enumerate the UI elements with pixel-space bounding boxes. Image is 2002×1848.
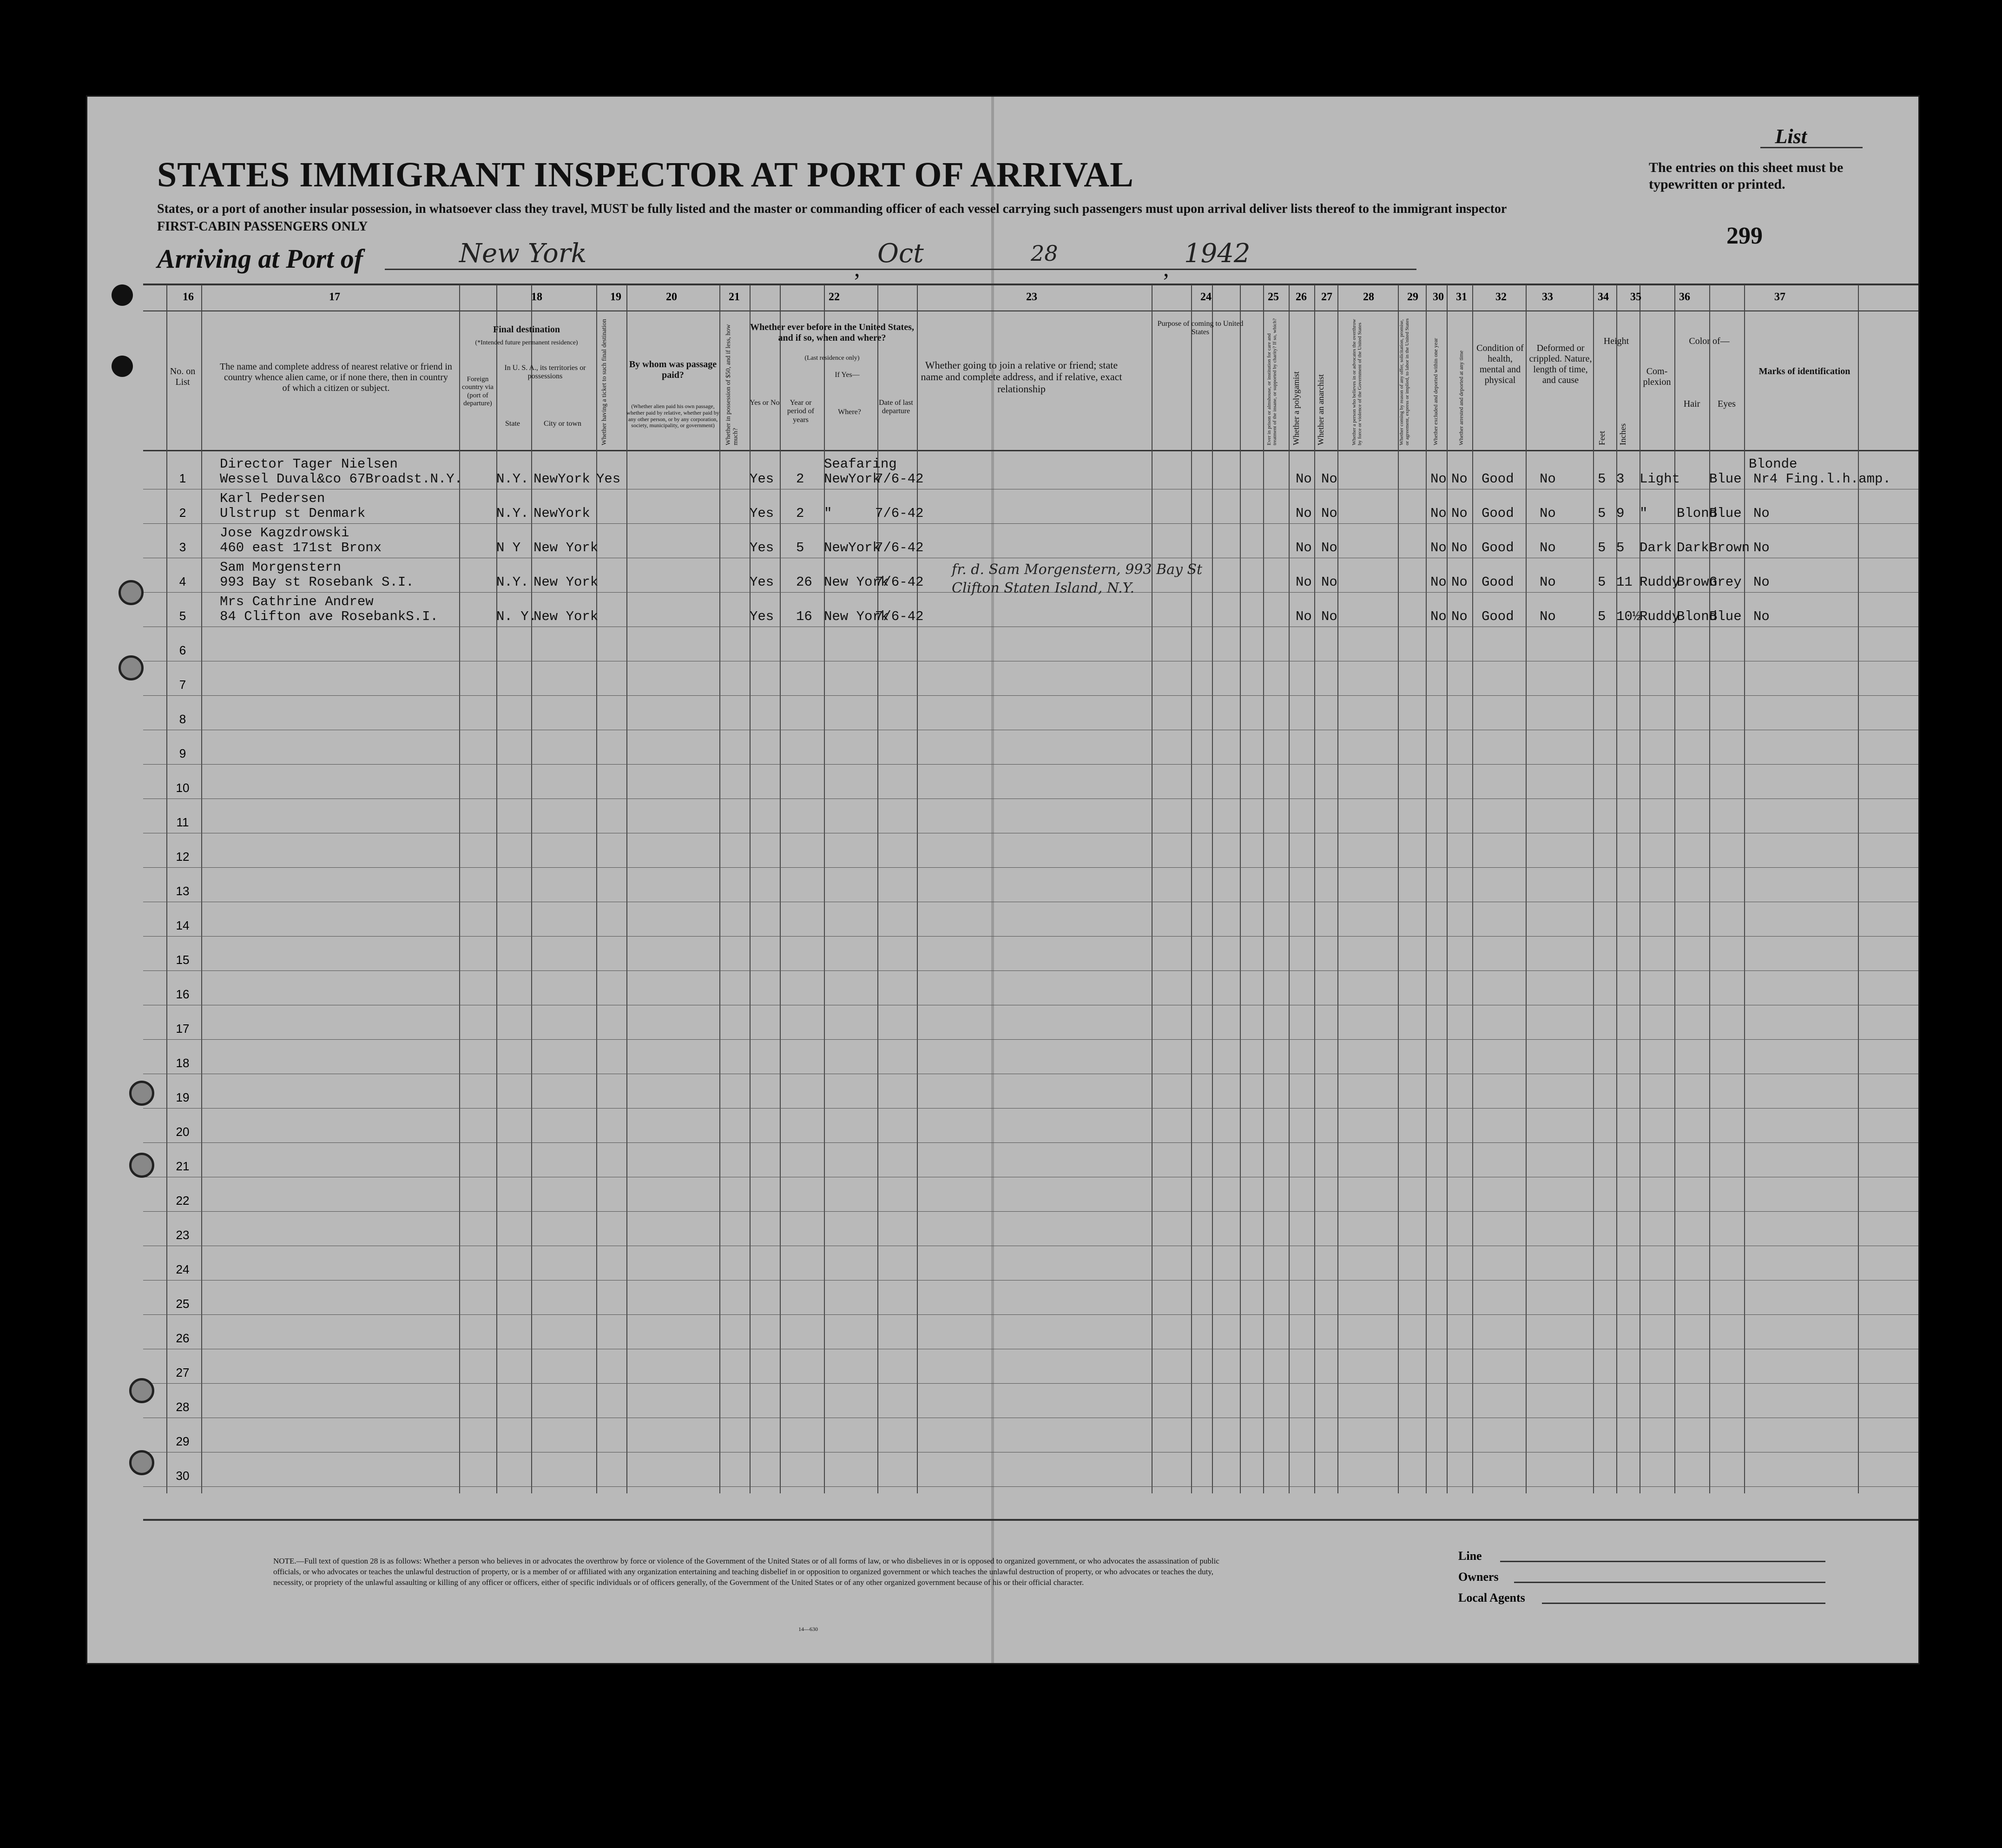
column-rule [1263,285,1264,1493]
header-state: State [505,420,520,428]
cell-hair: Blond [1677,506,1718,521]
cell-poly: No [1296,574,1312,590]
row-number: 15 [176,953,190,967]
column-rule [750,285,751,1493]
cell-anar: No [1321,574,1337,590]
cell-date: 7/6-42 [875,506,924,521]
col-33: 33 [1542,291,1553,303]
cell-state: N.Y. [496,506,529,521]
row-number: 25 [176,1297,190,1311]
header-if-yes: If Yes— [835,371,860,379]
row-number: 12 [176,850,190,864]
header-ticket: Whether having a ticket to such final destination [601,319,608,445]
cell-feet: 5 [1598,471,1606,487]
cell-anar: No [1321,506,1337,521]
header-excluded: Whether excluded and deported within one year [1432,338,1439,445]
manifest-sheet: STATES IMMIGRANT INSPECTOR AT PORT OF ARRIVAL States, or a port of another insular possession, in whatsoever class they travel, MUST be fully listed and the master or commanding officer of each vessel carrying such passengers must upon arrival deliver lists thereof to the immigrant inspector FIRST-CABIN PASSENGERS ONLY Arriving at Port of New York , Oct 28 , 1942 List The entries on this sheet must be typewritten or printed. 299 16 17 18 19 20 21 22 23 24 25 26 27 28 29 30 31 32 33 34 35 36 37 No. on List The name and complete address of nearest relative or friend in country whence alien came, or if none there, then in country of which a citizen or subject. Final destination (*Intended future permanent residence) Foreign country via (port of departure) In U. S. A., its territories or possessions State City or town Whether having a ticket to such final destination By whom was passage paid? (Whether alien paid his own passage, whether paid by relative, whether paid by any other person, or by any corporation, society, municipality, or government) Whether in possession of $50, and if less, how much? Whether ever before in the United States, and if so, when and where? (Last residence only) If Yes— Yes or No Year or period of years Where? Date of last departure Whether going to join a relative or friend; state name and complete address, and if relative, exact relationship Purpose of coming to United States Ever in prison or almshouse, or institution for care and treatment of the insane, or supported by charity? If so, which? Whether a polygamist Whether an anarchist Whether a person who believes in or advocates the overthrow by force or violence of the Government of the United States Whether coming by reason of any offer, solicitation, promise, or agreement, express or implied, to labor in the United States Whether excluded and deported within one year Whether arrested and deported at any time Condition of health, mental and physical Deformed or crippled. Nature, length of time, and cause Height Feet Inches Com-plexion Color of— Hair Eyes Marks of identification 1 Director Tager Nielsen Wessel Duval&co 67Broadst.N.Y. N.Y. NewYork Yes Yes 2 Seafaring NewYork 7/6-42 No No No No Good No 5 3 Light Blonde Blue Nr4 Fing.l.h.amp. 2 Karl Pedersen Ulstrup st Denmark N.Y. NewYork Yes 2 " 7/6-42 No No No No Good No 5 9 " Blond Blue No 3 Jose Kagzdrowski 460 east 171st Bronx N Y New York Yes 5 NewYork 7/6-42 No No No No Good No 5 5 Dark Dark Brown No 4 Sam Morgenstern 993 Bay st Rosebank S.I. N.Y. New York Yes 26 New York 7/6-42 No No No No Good No 5 11 Ruddy Brown Grey No 5 Mrs Cathrine Andrew 84 Clifton ave RosebankS.I. N. Y. New York Yes 16 New York 7/6-42 No No No No Good No 5 10½ Ruddy Blond Blue No fr. d. Sam Morgenstern, 993 Bay St Clifton Staten Island, N.Y. 6 7 8 9 10 11 12 13 14 15 16 17 18 19 20 21 22 23 24 25 26 27 28 29 30 NOTE.—Full text of question 28 is as follows: Whether a person who believes in or advocates the overthrow by force or violence of the Government of the United States or of all forms of law, or who disbelieves in or is opposed to organized government, or who advocates the assassination of public officials, or who advocates or teaches the unlawful destruction of property, or is a member of or affiliated with any organization entertaining and teaching disbelief in or opposition to organized government or which teaches the unlawful destruction of property, or who advocates or teaches the duty, necessity, or propriety of the unlawful assaulting or killing of any officer or officers, either of specific individuals or of officers generally, of the Government of the United States or of any other organized government because of his or their official character. 14—630 Line Owners Local Agents [86,95,1920,1664]
header-last-residence: (Last residence only) [804,355,860,362]
cell-state: N. Y. [496,609,537,624]
column-rule [1472,285,1473,1493]
arrival-month: Oct [877,238,924,269]
cell-compl: Dark [1640,540,1672,555]
cell-poly: No [1296,471,1312,487]
cell-hair: Brown [1677,574,1718,590]
column-rule [1674,285,1675,1493]
row-number: 24 [176,1262,190,1276]
row-rule [143,1211,1918,1212]
cell-rel2: 460 east 171st Bronx [220,540,382,555]
header-yes-no: Yes or No [750,399,780,407]
cell-eyes: Grey [1709,574,1742,590]
column-rule [1314,285,1315,1493]
header-hair: Hair [1683,399,1700,409]
row-number: 27 [176,1366,190,1379]
header-year-period: Year or period of years [787,399,815,424]
entries-note: The entries on this sheet must be typewritten or printed. [1649,160,1844,192]
row-rule [143,1039,1918,1040]
cell-yesno: Yes [750,609,774,624]
cell-city: NewYork [533,471,590,487]
row-rule [143,1383,1918,1384]
cell-anar: No [1321,609,1337,624]
cell-anar: No [1321,540,1337,555]
cell-arr: No [1451,574,1468,590]
cell-rel1: Sam Morgenstern [220,560,342,575]
cell-excl: No [1430,540,1447,555]
cell-anar: No [1321,471,1337,487]
column-rule [1616,285,1617,1493]
header-condition: Condition of health, mental and physical [1476,343,1524,385]
row-number: 28 [176,1400,190,1414]
cell-rel2: 993 Bay st Rosebank S.I. [220,574,414,590]
cell-years: 2 [796,506,804,521]
cell-ticket: Yes [596,471,621,487]
cell-inch: 9 [1616,506,1625,521]
cell-years: 16 [796,609,812,624]
local-agents-label: Local Agents [1458,1591,1525,1604]
row-number: 14 [176,918,190,932]
header-complexion: Com-plexion [1643,366,1671,387]
cell-where-top: Seafaring [824,456,897,472]
row-number: 1 [179,471,186,485]
row-rule [143,695,1918,696]
row-number: 20 [176,1125,190,1139]
col-27: 27 [1321,291,1332,303]
header-passage-paid: By whom was passage paid? [629,359,717,380]
col-35: 35 [1630,291,1641,303]
column-rule [596,285,597,1493]
col-30: 30 [1433,291,1444,303]
col-18: 18 [531,291,542,303]
row-number: 16 [176,987,190,1001]
row-number: 2 [179,506,186,520]
cell-deform: No [1540,506,1556,521]
cell-feet: 5 [1598,506,1606,521]
port-name: New York [459,238,587,269]
row-rule [143,1314,1918,1315]
col-29: 29 [1407,291,1418,303]
row-number: 9 [179,746,186,760]
header-final-sub: (*Intended future permanent residence) [475,339,578,346]
cell-years: 2 [796,471,804,487]
col-34: 34 [1598,291,1609,303]
header-prison: Ever in prison or almshouse, or institution for care and treatment of the insane, or supported by charity? If so, which? [1266,318,1278,445]
cell-hair: Dark [1677,540,1709,555]
cell-rel1: Jose Kagzdrowski [220,525,349,541]
cell-marks: No [1753,574,1770,590]
row-number: 29 [176,1434,190,1448]
cell-marks: No [1753,609,1770,624]
header-question-29: Whether coming by reason of any offer, solicitation, promise, or agreement, express or implied, to labor in the United States [1399,318,1410,445]
cell-rel1: Mrs Cathrine Andrew [220,594,374,609]
column-rule [1526,285,1527,1493]
arriving-label: Arriving at Port of [157,244,363,274]
cell-rel2: Ulstrup st Denmark [220,506,366,521]
cell-inch: 11 [1616,574,1633,590]
col-28: 28 [1363,291,1374,303]
column-rule [496,285,497,1493]
header-join-relative: Whether going to join a relative or friend; state name and complete address, and if relative, exact relationship [921,359,1122,395]
column-rule [780,285,781,1493]
cell-date: 7/6-42 [875,574,924,590]
header-eyes: Eyes [1718,399,1736,409]
cell-arr: No [1451,540,1468,555]
header-where: Where? [838,408,861,416]
header-relative: The name and complete address of nearest relative or friend in country whence alien came, or if none there, then in country of which a citizen or subject. [220,362,452,393]
col-32: 32 [1495,291,1507,303]
center-fold [991,97,994,1663]
cell-poly: No [1296,540,1312,555]
column-rule [1337,285,1338,1493]
cell-deform: No [1540,540,1556,555]
column-rule [1289,285,1290,1493]
row-number: 18 [176,1056,190,1070]
cell-deform: No [1540,471,1556,487]
page-subtitle: States, or a port of another insular possession, in whatsoever class they travel, MUST be fully listed and the master or commanding officer of each vessel carrying such passengers must upon arrival deliver lists thereof to the immigrant inspector [157,202,1507,216]
cell-excl: No [1430,574,1447,590]
column-rule [719,285,720,1493]
row-rule [143,936,1918,937]
owners-label: Owners [1458,1570,1499,1584]
sheet-number: 299 [1726,223,1763,249]
cell-arr: No [1451,609,1468,624]
row-number: 17 [176,1022,190,1036]
col-17: 17 [329,291,340,303]
cell-eyes: Blue [1709,506,1742,521]
row-number: 21 [176,1159,190,1173]
cell-state: N Y [496,540,521,555]
cell-yesno: Yes [750,540,774,555]
row-rule [143,764,1918,765]
header-marks: Marks of identification [1758,366,1851,376]
col-22: 22 [829,291,840,303]
cell-eyes: Brown [1709,540,1750,555]
row-rule [143,1142,1918,1143]
cell-years: 26 [796,574,812,590]
cell-compl: Light [1640,471,1680,487]
row-number: 22 [176,1194,190,1208]
class-note: FIRST-CABIN PASSENGERS ONLY [157,219,368,234]
header-height: Height [1603,336,1629,346]
cell-yesno: Yes [750,471,774,487]
col-23: 23 [1026,291,1037,303]
header-anarchist: Whether an anarchist [1316,374,1325,445]
cell-date: 7/6-42 [875,471,924,487]
cell-compl: Ruddy [1640,609,1680,624]
cell-state: N.Y. [496,574,529,590]
header-final-destination: Final destination [493,324,560,335]
row-rule [143,523,1918,524]
row-number: 19 [176,1090,190,1104]
row-number: 8 [179,712,186,726]
row-number: 5 [179,609,186,623]
cell-cond: Good [1482,540,1514,555]
col-26: 26 [1296,291,1307,303]
form-code: 14—630 [798,1626,818,1632]
cell-excl: No [1430,471,1447,487]
cell-feet: 5 [1598,540,1606,555]
column-rule [531,285,532,1493]
cell-excl: No [1430,506,1447,521]
cell-hair-top: Blonde [1749,456,1798,472]
column-rule [459,285,460,1493]
cell-rel2: 84 Clifton ave RosebankS.I. [220,609,438,624]
cell-date: 7/6-42 [875,540,924,555]
header-in-usa: In U. S. A., its territories or possessions [504,364,586,381]
column-rule [1858,285,1859,1493]
cell-city: New York [533,574,599,590]
cell-deform: No [1540,609,1556,624]
column-rule [1593,285,1594,1493]
cell-eyes: Blue [1709,471,1742,487]
column-rule [201,285,202,1493]
header-deformed: Deformed or crippled. Nature, length of time, and cause [1529,343,1592,385]
cell-rel2: Wessel Duval&co 67Broadst.N.Y. [220,471,463,487]
col-36: 36 [1679,291,1690,303]
arrival-day: 28 [1031,241,1058,266]
header-foreign-country: Foreign country via (port of departure) [462,376,494,407]
column-rule [1240,285,1241,1493]
cell-feet: 5 [1598,574,1606,590]
col-19: 19 [610,291,621,303]
row-number: 4 [179,574,186,588]
column-rule [626,285,627,1493]
arrival-year: 1942 [1184,238,1251,269]
page-title: STATES IMMIGRANT INSPECTOR AT PORT OF ARRIVAL [157,155,1134,194]
header-last-departure: Date of last departure [879,399,913,416]
cell-poly: No [1296,506,1312,521]
cell-rel1: Karl Pedersen [220,491,325,506]
cell-marks: Nr4 Fing.l.h.amp. [1753,471,1891,487]
column-rule [166,285,167,1493]
cell-where: New York [824,609,889,624]
header-passage-sub: (Whether alien paid his own passage, whether paid by relative, whether paid by any other person, or by any corporation, society, municipality, or government) [626,403,719,429]
cell-cond: Good [1482,506,1514,521]
cell-deform: No [1540,574,1556,590]
header-feet: Feet [1597,431,1607,445]
column-rule [1398,285,1399,1493]
row-number: 7 [179,678,186,692]
header-fifty-dollars: Whether in possession of $50, and if less, how much? [725,324,739,445]
col-20: 20 [666,291,677,303]
cell-eyes: Blue [1709,609,1742,624]
row-number: 3 [179,540,186,554]
row-rule [143,970,1918,971]
cell-cond: Good [1482,471,1514,487]
cell-city: NewYork [533,506,590,521]
header-inches: Inches [1618,423,1627,445]
col-21: 21 [729,291,740,303]
cell-arr: No [1451,471,1468,487]
cell-date: 7/6-42 [875,609,924,624]
cell-where: New York [824,574,889,590]
col-16: 16 [183,291,194,303]
row-rule [143,867,1918,868]
cell-inch: 3 [1616,471,1625,487]
row-number: 11 [176,815,189,829]
cell-inch: 10½ [1616,609,1641,624]
col-37: 37 [1774,291,1785,303]
column-rule [1212,285,1213,1493]
col-31: 31 [1456,291,1467,303]
list-label: List [1775,125,1807,148]
col-24: 24 [1200,291,1212,303]
cell-where: NewYork [824,471,881,487]
header-polygamist: Whether a polygamist [1291,371,1301,445]
col-25: 25 [1268,291,1279,303]
cell-cond: Good [1482,574,1514,590]
cell-yesno: Yes [750,574,774,590]
row-number: 10 [176,781,190,795]
column-rule [917,285,918,1493]
header-question-28: Whether a person who believes in or advocates the overthrow by force or violence of the Government of the United States [1351,319,1363,445]
header-ever-before: Whether ever before in the United States, and if so, when and where? [750,322,914,343]
row-number: 26 [176,1331,190,1345]
header-color-of: Color of— [1689,336,1730,346]
cell-excl: No [1430,609,1447,624]
cell-cond: Good [1482,609,1514,624]
column-rule [1426,285,1427,1493]
header-city: City or town [544,420,581,428]
row-number: 6 [179,643,186,657]
cell-feet: 5 [1598,609,1606,624]
line-label: Line [1458,1549,1482,1563]
cell-inch: 5 [1616,540,1625,555]
header-arrested: Whether arrested and deported at any time [1458,350,1464,445]
cell-years: 5 [796,540,804,555]
cell-compl: Ruddy [1640,574,1680,590]
row-rule [143,1486,1918,1487]
column-rule [1191,285,1192,1493]
cell-where: NewYork [824,540,881,555]
footnote-question-28: NOTE.—Full text of question 28 is as follows: Whether a person who believes in or advocates the overthrow by force or violence of the Government of the United States or of all forms of law, or who disbelieves in or is opposed to organized government, or who advocates the assassination of public officials, or who advocates or teaches the unlawful destruction of property, or is a member of or affiliated with any organization entertaining and teaching disbelief in or opposition to organized government or which teaches the unlawful destruction of property, or who advocates or teaches the duty, necessity, or propriety of the unlawful assaulting or killing of any officer or officers, either of specific individuals or of officers generally, of the Government of the United States or of any other organized government because of his or their official character. [273,1557,1219,1587]
cell-marks: No [1753,540,1770,555]
column-rule [1447,285,1448,1493]
cell-arr: No [1451,506,1468,521]
cell-poly: No [1296,609,1312,624]
cell-where: " [824,506,832,521]
row-number: 30 [176,1469,190,1483]
cell-compl: " [1640,506,1648,521]
cell-city: New York [533,540,599,555]
row-number: 13 [176,884,190,898]
row-rule [143,1108,1918,1109]
cell-marks: No [1753,506,1770,521]
column-rule [1709,285,1710,1493]
row-number: 23 [176,1228,190,1242]
cell-hair: Blond [1677,609,1718,624]
cell-city: New York [533,609,599,624]
column-rule [1744,285,1745,1493]
cell-yesno: Yes [750,506,774,521]
cell-state: N.Y. [496,471,529,487]
header-no-on-list: No. on List [170,366,196,387]
header-purpose: Purpose of coming to United States [1157,320,1244,337]
cell-rel1: Director Tager Nielsen [220,456,398,472]
